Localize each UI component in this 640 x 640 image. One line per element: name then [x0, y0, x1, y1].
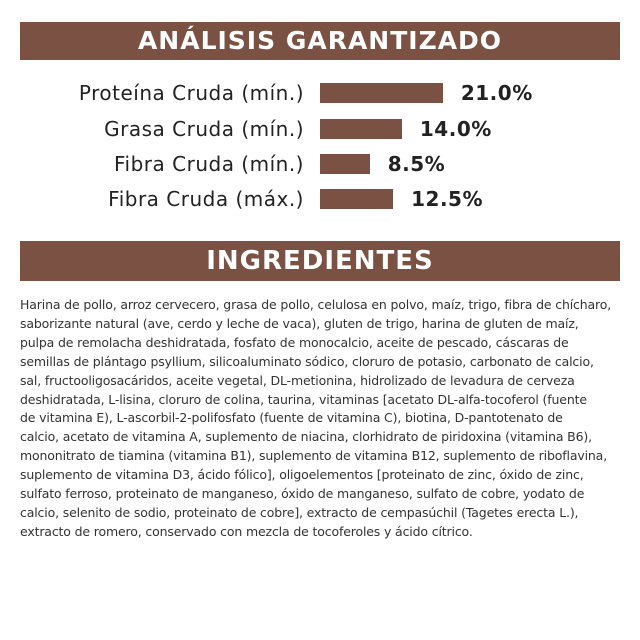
ingredients-line: deshidratada, L-lisina, cloruro de colina, taurina, vitaminas [acetato DL-alfa-tocoferol (fuente — [20, 391, 587, 407]
ingredients-line: pulpa de remolacha deshidratada, fosfato de monocalcio, aceite de pescado, cáscaras de — [20, 334, 569, 350]
ingredients-line: suplemento de vitamina D3, ácido fólico], oligoelementos [proteinato de zinc, óxido de zinc, — [20, 467, 584, 483]
analysis-value: 12.5% — [411, 187, 484, 211]
ingredients-line: semillas de plántago psyllium, silicoaluminato sódico, cloruro de potasio, carbonato de calcio, — [20, 353, 594, 369]
ingredients-line: de vitamina E), L-ascorbil-2-polifosfato (fuente de vitamina C), biotina, D-pantotenato de — [20, 410, 563, 426]
analysis-row-fiber-min — [0, 149, 640, 179]
analysis-value: 21.0% — [460, 81, 533, 105]
ingredients-line: sulfato ferroso, proteinato de manganeso, óxido de manganeso, sulfato de cobre, yodato de — [20, 486, 585, 502]
ingredients-line: saborizante natural (ave, cerdo y leche de vaca), gluten de trigo, harina de gluten de maíz, — [20, 315, 579, 331]
ingredients-banner — [20, 241, 620, 281]
ingredients-line: Harina de pollo, arroz cervecero, grasa de pollo, celulosa en polvo, maíz, trigo, fibra de chícharo, — [20, 297, 612, 312]
ingredients-line: calcio, selenito de sodio, proteinato de cobre], extracto de cempasúchil (Tagetes erecta L.), — [20, 504, 579, 520]
ingredients-list — [20, 296, 620, 542]
analysis-label: Grasa Cruda (mín.) — [104, 117, 304, 141]
analysis-title: ANÁLISIS GARANTIZADO — [137, 26, 503, 55]
analysis-row-protein — [0, 78, 640, 108]
analysis-bar — [320, 119, 402, 139]
analysis-label: Fibra Cruda (máx.) — [108, 187, 304, 211]
ingredients-line: extracto de romero, conservado con mezcla de tocoferoles y ácido cítrico. — [20, 523, 473, 539]
analysis-label: Fibra Cruda (mín.) — [114, 152, 304, 176]
ingredients-title: INGREDIENTES — [206, 246, 434, 276]
analysis-bar — [320, 83, 443, 103]
analysis-banner — [20, 22, 620, 60]
analysis-value: 14.0% — [419, 117, 492, 141]
analysis-value: 8.5% — [387, 152, 446, 176]
ingredients-line: calcio, acetato de vitamina A, suplemento de niacina, clorhidrato de piridoxina (vitamina B6), — [20, 429, 592, 445]
analysis-bar — [320, 154, 370, 174]
analysis-label: Proteína Cruda (mín.) — [78, 81, 304, 105]
analysis-row-fat — [0, 114, 640, 144]
ingredients-line: mononitrato de tiamina (vitamina B1), suplemento de vitamina B12, suplemento de riboflavina, — [20, 448, 608, 464]
ingredients-line: sal, fructooligosacáridos, aceite vegetal, DL-metionina, hidrolizado de levadura de cerveza — [20, 372, 575, 388]
analysis-row-fiber-max — [0, 184, 640, 214]
analysis-bar — [320, 189, 393, 209]
